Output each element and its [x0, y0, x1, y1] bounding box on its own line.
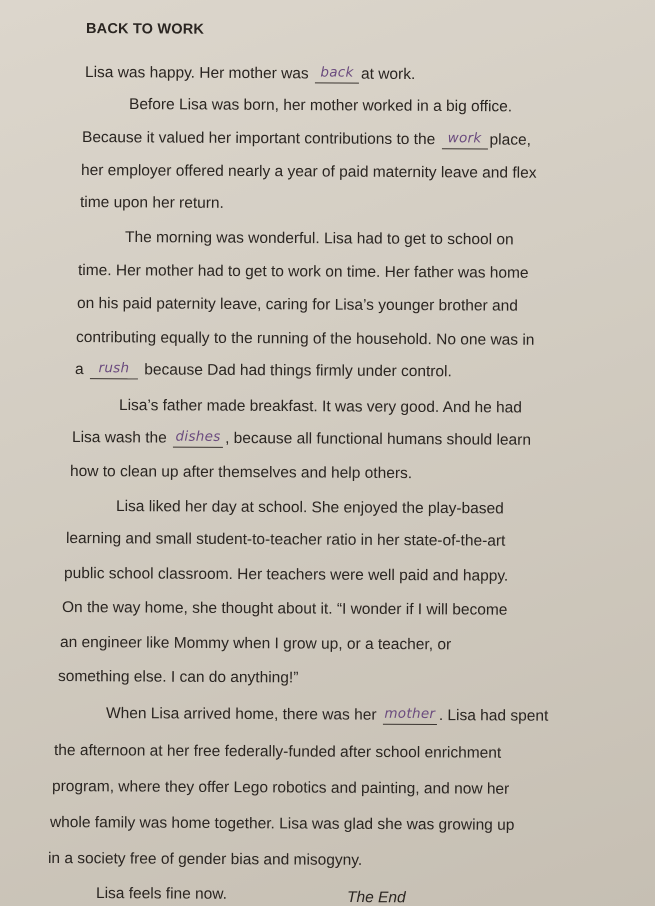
story-text: a	[74, 361, 84, 379]
story-line: something else. I can do anything!”	[57, 668, 299, 687]
story-line: On the way home, she thought about it. “I wonder if I will become	[61, 599, 508, 619]
story-text: because Dad had things firmly under control.	[144, 361, 452, 381]
story-line	[72, 428, 531, 451]
story-text: Because it valued her important contributions to the	[81, 129, 436, 149]
story-line: an engineer like Mommy when I grow up, or a teacher, or	[59, 634, 452, 654]
fill-in-blank	[383, 706, 437, 725]
story-line: her employer offered nearly a year of paid maternity leave and flex	[80, 162, 537, 182]
story-line: Lisa’s father made breakfast. It was very good. And he had	[118, 397, 523, 417]
story-line: whole family was home together. Lisa was glad she was growing up	[49, 814, 515, 834]
story-line: in a society free of gender bias and misogyny.	[47, 850, 363, 869]
the-end-label: The End	[346, 889, 406, 906]
story-text: Lisa wash the	[71, 429, 167, 447]
story-text: , because all functional humans should learn	[225, 429, 532, 449]
story-line: The morning was wonderful. Lisa had to get to school on	[124, 229, 514, 249]
fill-in-blank	[315, 64, 359, 83]
handwritten-answer: back	[320, 64, 354, 81]
story-line: Before Lisa was born, her mother worked in a big office.	[128, 96, 513, 116]
story-text: Lisa feels fine now.	[95, 885, 228, 903]
story-line	[82, 128, 531, 151]
story-line: how to clean up after themselves and help others.	[69, 463, 413, 483]
story-line: time upon her return.	[79, 194, 224, 212]
story-text: at work.	[360, 65, 416, 84]
story-line: on his paid paternity leave, caring for Lisa’s younger brother and	[76, 295, 518, 315]
handwritten-answer: dishes	[175, 428, 221, 445]
story-text: . Lisa had spent	[438, 707, 549, 725]
story-line	[75, 360, 452, 382]
fill-in-blank	[90, 360, 138, 379]
handwritten-answer: mother	[384, 705, 436, 723]
handwritten-answer: work	[447, 130, 482, 147]
story-line	[96, 884, 227, 905]
fill-in-blank	[173, 429, 223, 448]
story-text: place,	[489, 131, 531, 149]
story-text: Lisa was happy. Her mother was	[84, 64, 309, 83]
story-line: Lisa liked her day at school. She enjoyed the play-based	[115, 498, 504, 518]
story-text: When Lisa arrived home, there was her	[105, 705, 377, 724]
story-line: time. Her mother had to get to work on time. Her father was home	[77, 262, 529, 282]
story-line: program, where they offer Lego robotics and painting, and now her	[51, 778, 510, 798]
handwritten-answer: rush	[98, 360, 130, 377]
story-line	[85, 63, 415, 85]
story-line	[106, 704, 548, 727]
story-title: BACK TO WORK	[85, 21, 205, 38]
fill-in-blank	[442, 130, 488, 149]
story-line: contributing equally to the running of the household. No one was in	[75, 329, 535, 349]
story-line: learning and small student-to-teacher ratio in her state-of-the-art	[65, 530, 506, 550]
story-line: the afternoon at her free federally-funded after school enrichment	[53, 742, 502, 762]
story-line: public school classroom. Her teachers were well paid and happy.	[63, 565, 509, 585]
